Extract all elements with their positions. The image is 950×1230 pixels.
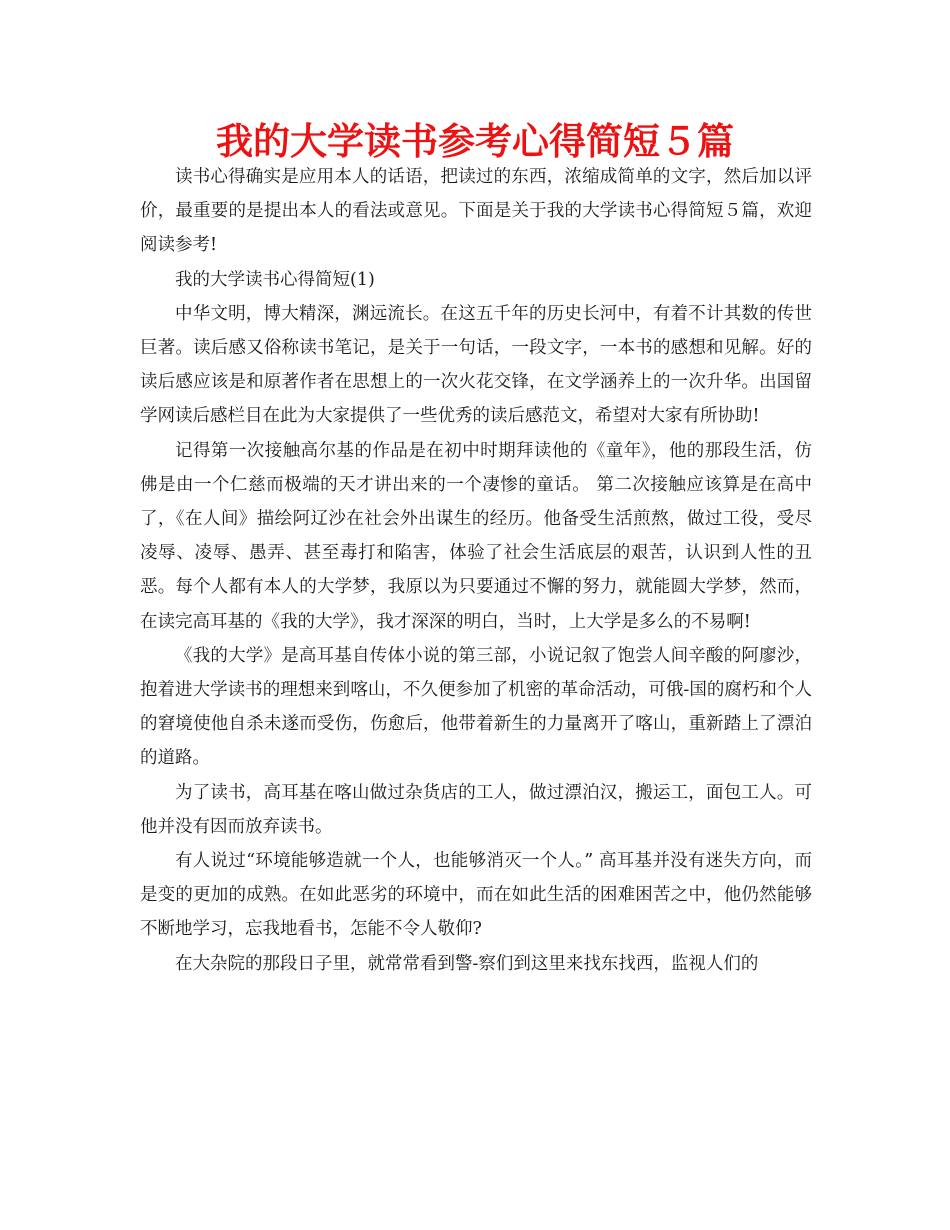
page-title: 我的大学读书参考心得简短５篇 [216,120,734,163]
section-heading: 我的大学读书心得简短(1) [175,269,375,290]
paragraph: 在大杂院的那段日子里，就常常看到警-察们到这里来找东找西，监视人们的 [175,953,759,974]
paragraph: 记得第一次接触高尔基的作品是在初中时期拜读他的《童年》，他的那段生活，仿佛是由一个仁慈而极端的天才讲出来的一个凄惨的童话。 第二次接触应该算是在高中了，《在人间》描绘阿辽沙在社会外出谋生的经历。他备受生活煎熬，做过工役，受尽凌辱、凌辱、愚弄、甚至毒打和陷害，体验了社会生活底层的艰苦，认识到人性的丑恶。每个人都有本人的大学梦，我原以为只要通过不懈的努力，就能圆大学梦，然而，在读完高耳基的《我的大学》，我才深深的明白，当时，上大学是多么的不易啊! [140,440,812,632]
document-body [140,160,812,981]
paragraph: 《我的大学》是高耳基自传体小说的第三部，小说记叙了饱尝人间辛酸的阿廖沙，抱着进大学读书的理想来到喀山，不久便参加了机密的革命活动，可俄-国的腐朽和个人的窘境使他自杀未遂而受伤，伤愈后，他带着新生的力量离开了喀山，重新踏上了漂泊的道路。 [140,645,812,769]
paragraph-intro: 读书心得确实是应用本人的话语，把读过的东西，浓缩成简单的文字，然后加以评价，最重要的是提出本人的看法或意见。下面是关于我的大学读书心得简短５篇，欢迎阅读参考! [140,167,812,256]
paragraph: 为了读书，高耳基在喀山做过杂货店的工人，做过漂泊汉，搬运工，面包工人。可他并没有因而放弃读书。 [140,782,812,837]
paragraph: 有人说过“环境能够造就一个人，也能够消灭一个人。” 高耳基并没有迷失方向，而是变的更加的成熟。在如此恶劣的环境中，而在如此生活的困难困苦之中，他仍然能够不断地学习，忘我地看书，怎能不令人敬仰? [140,851,812,940]
paragraph: 中华文明，博大精深，渊远流长。在这五千年的历史长河中，有着不计其数的传世巨著。读后感又俗称读书笔记，是关于一句话，一段文字，一本书的感想和见解。好的读后感应该是和原著作者在思想上的一次火花交锋，在文学涵养上的一次升华。出国留学网读后感栏目在此为大家提供了一些优秀的读后感范文，希望对大家有所协助! [140,303,812,427]
